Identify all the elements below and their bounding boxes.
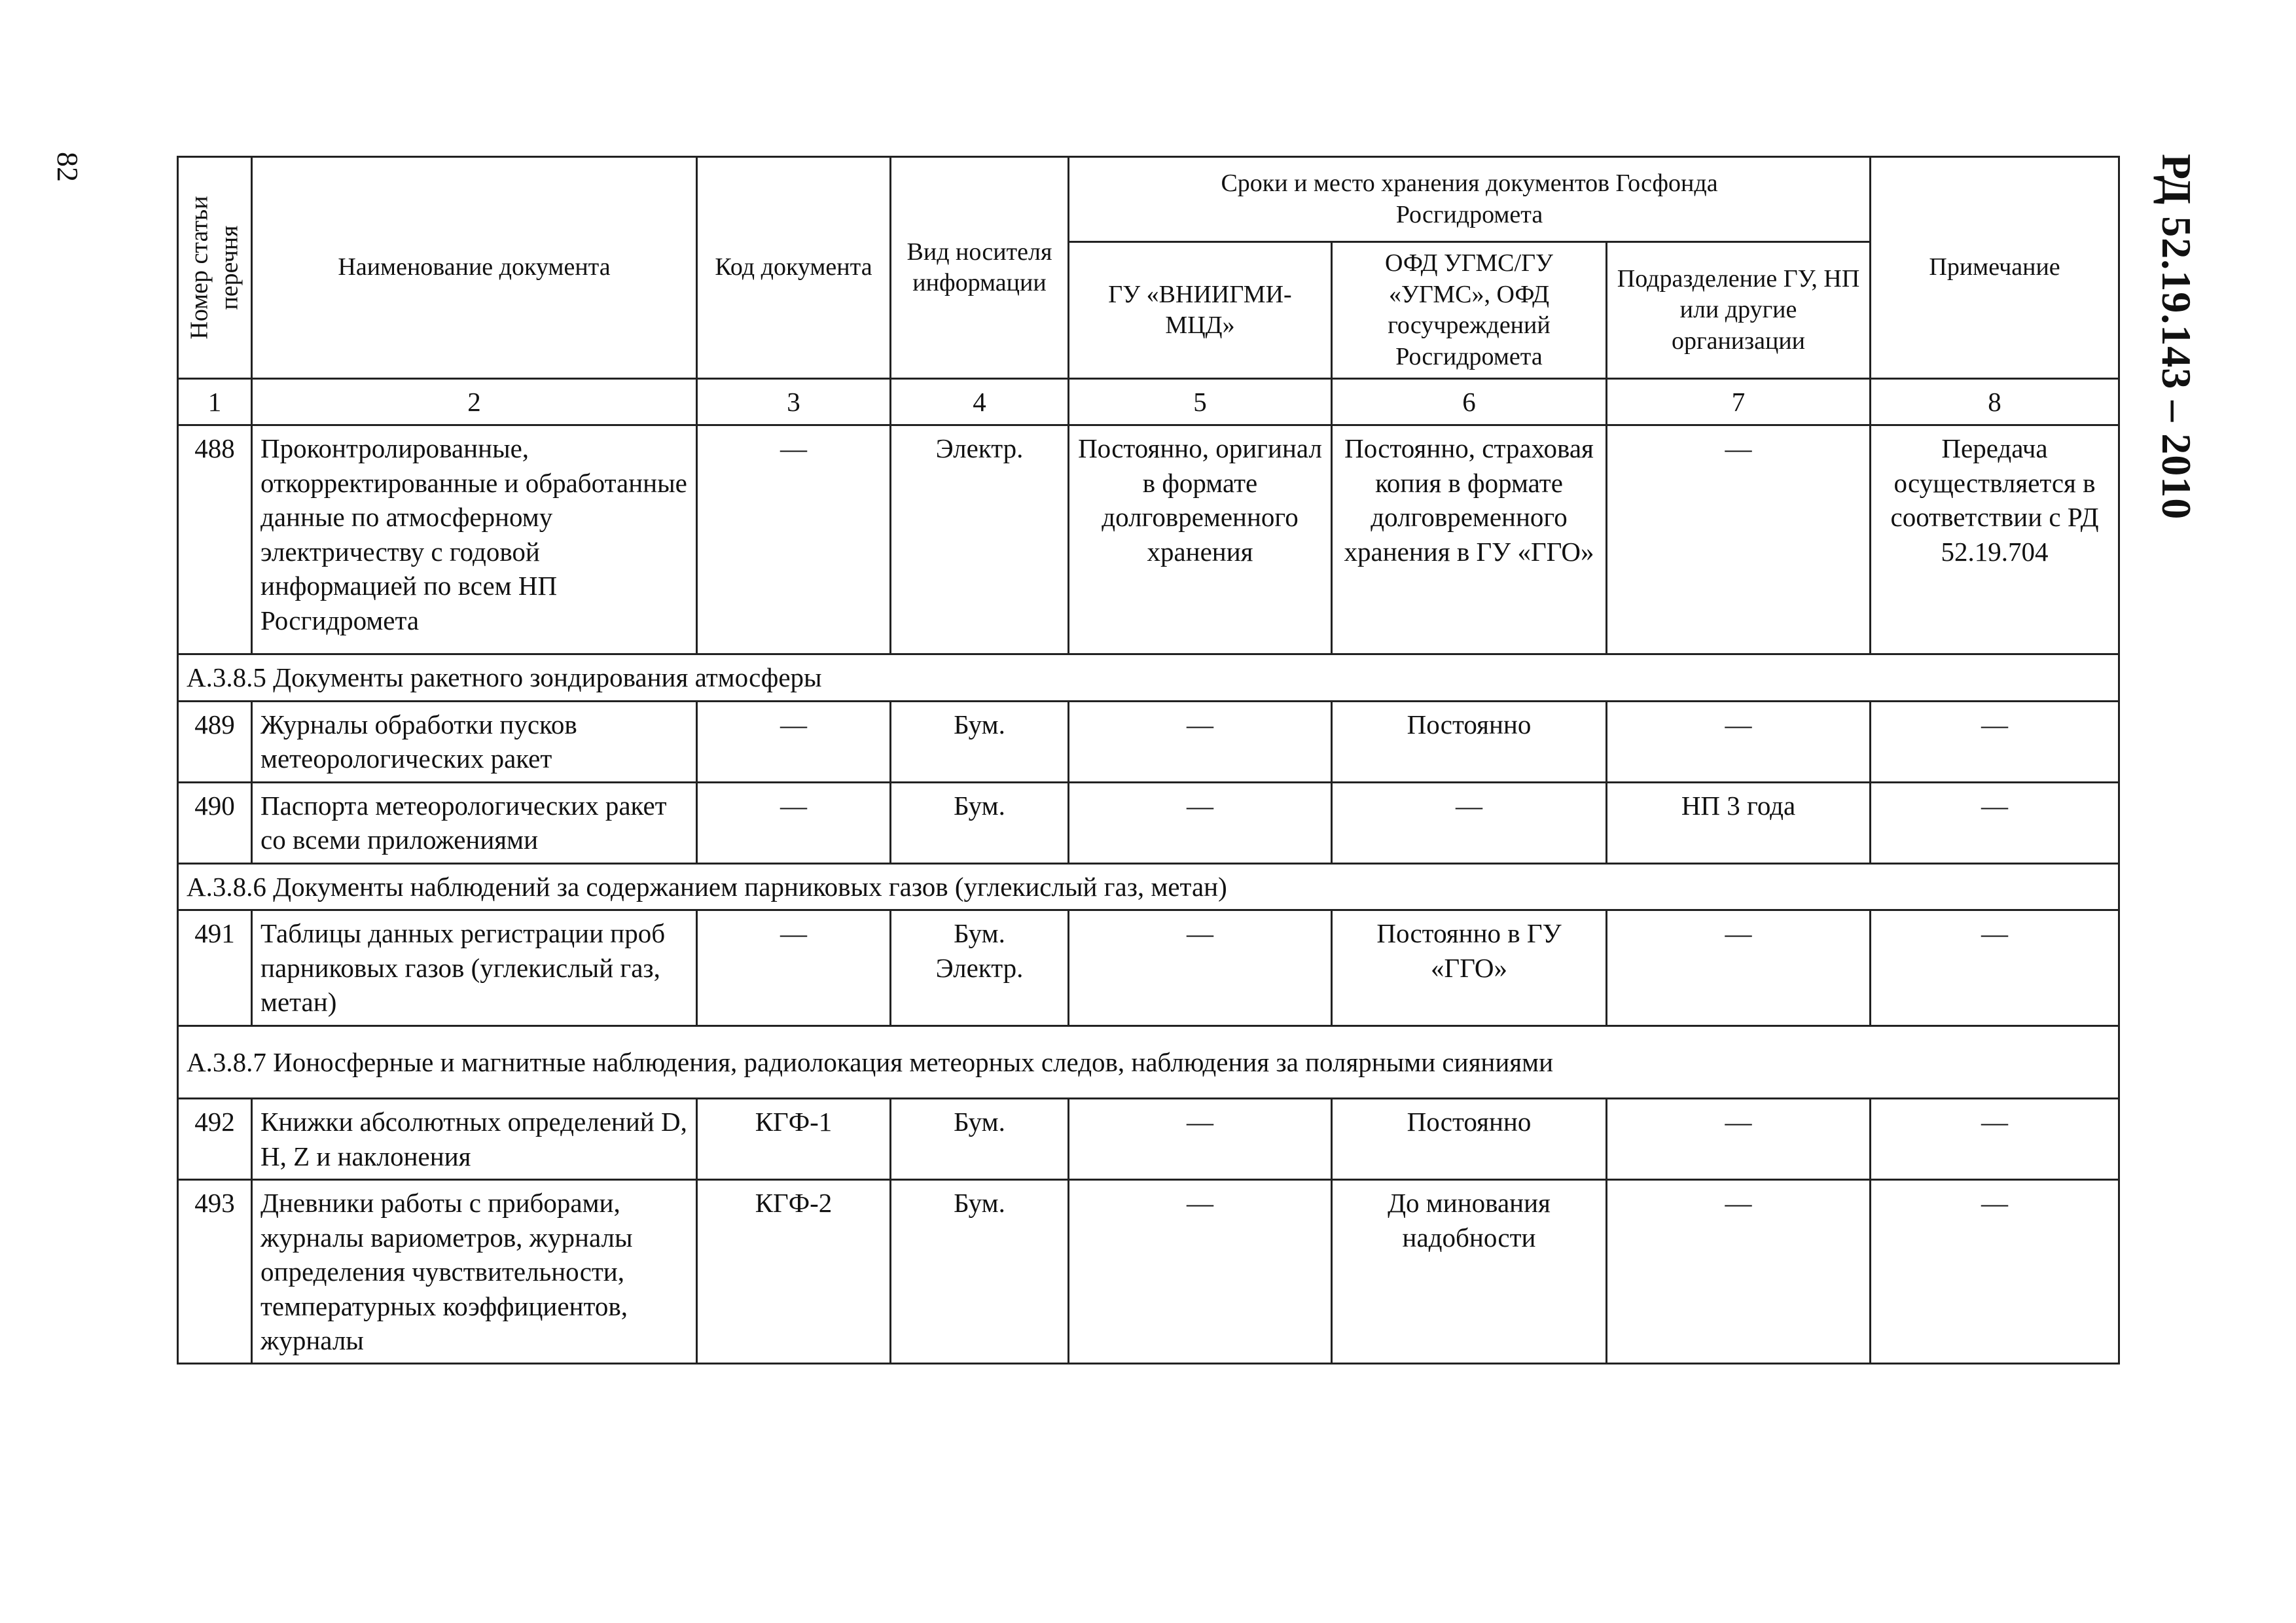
- retention-table: [177, 156, 2120, 1364]
- row-document-code: КГФ-1: [697, 1099, 891, 1180]
- header-ofd-ugms: ОФД УГМС/ГУ «УГМС», ОФД госучреждений Росгидромета: [1332, 242, 1607, 379]
- column-number: 3: [697, 379, 891, 425]
- row-vniigmi: —: [1069, 782, 1332, 863]
- row-vniigmi: —: [1069, 701, 1332, 782]
- header-document-code: Код документа: [697, 157, 891, 379]
- column-number: 6: [1332, 379, 1607, 425]
- section-heading: А.3.8.7 Ионосферные и магнитные наблюдения, радиолокация метеорных следов, наблюдения за полярными сияниями: [178, 1026, 2119, 1098]
- row-document-code: —: [697, 701, 891, 782]
- page-number: 82: [51, 152, 84, 182]
- row-number: 492: [178, 1099, 252, 1180]
- row-number: 491: [178, 910, 252, 1026]
- table-row: [178, 782, 2119, 863]
- row-subdivision: НП 3 года: [1607, 782, 1871, 863]
- row-document-name: Проконтролированные, откорректированные и обработанные данные по атмосферному электричеству с годовой информацией по всем НП Росгидромета: [252, 425, 697, 654]
- row-ofd-ugms: —: [1332, 782, 1607, 863]
- row-document-name: Таблицы данных регистрации проб парниковых газов (углекислый газ, метан): [252, 910, 697, 1026]
- section-row: [178, 1026, 2119, 1098]
- header-article-number-label: Номер статьи перечня: [185, 196, 243, 340]
- row-subdivision: —: [1607, 910, 1871, 1026]
- row-document-code: —: [697, 910, 891, 1026]
- row-note: —: [1871, 701, 2119, 782]
- header-storage-group: Сроки и место хранения документов Госфонда Росгидромета: [1069, 157, 1871, 242]
- row-document-name: Дневники работы с приборами, журналы вариометров, журналы определения чувствительности, температурных коэффициентов, журналы: [252, 1180, 697, 1364]
- row-subdivision: —: [1607, 1180, 1871, 1364]
- row-number: 489: [178, 701, 252, 782]
- column-number: 8: [1871, 379, 2119, 425]
- table-row: [178, 425, 2119, 654]
- row-document-code: КГФ-2: [697, 1180, 891, 1364]
- row-carrier-type: Бум. Электр.: [891, 910, 1069, 1026]
- section-heading: А.3.8.5 Документы ракетного зондирования атмосферы: [178, 654, 2119, 701]
- row-document-name: Журналы обработки пусков метеорологических ракет: [252, 701, 697, 782]
- row-carrier-type: Бум.: [891, 701, 1069, 782]
- row-note: Передача осуществляется в соответствии с РД 52.19.704: [1871, 425, 2119, 654]
- row-ofd-ugms: Постоянно в ГУ «ГГО»: [1332, 910, 1607, 1026]
- column-number: 7: [1607, 379, 1871, 425]
- row-note: —: [1871, 1099, 2119, 1180]
- row-carrier-type: Бум.: [891, 1180, 1069, 1364]
- row-document-code: —: [697, 425, 891, 654]
- row-ofd-ugms: Постоянно, страховая копия в формате долговременного хранения в ГУ «ГГО»: [1332, 425, 1607, 654]
- row-ofd-ugms: Постоянно: [1332, 1099, 1607, 1180]
- header-carrier-type: Вид носителя информации: [891, 157, 1069, 379]
- column-numbers-row: [178, 379, 2119, 425]
- row-document-name: Паспорта метеорологических ракет со всеми приложениями: [252, 782, 697, 863]
- header-subdivision: Подразделение ГУ, НП или другие организации: [1607, 242, 1871, 379]
- section-heading: А.3.8.6 Документы наблюдений за содержанием парниковых газов (углекислый газ, метан): [178, 863, 2119, 910]
- row-note: —: [1871, 910, 2119, 1026]
- table-row: [178, 701, 2119, 782]
- column-number: 4: [891, 379, 1069, 425]
- table-row: [178, 910, 2119, 1026]
- row-document-code: —: [697, 782, 891, 863]
- row-carrier-type: Бум.: [891, 1099, 1069, 1180]
- section-row: [178, 654, 2119, 701]
- row-number: 488: [178, 425, 252, 654]
- header-document-name: Наименование документа: [252, 157, 697, 379]
- column-number: 2: [252, 379, 697, 425]
- row-vniigmi: —: [1069, 1099, 1332, 1180]
- header-article-number: [178, 157, 252, 379]
- header-row: [178, 157, 2119, 242]
- row-number: 493: [178, 1180, 252, 1364]
- header-vniigmi: ГУ «ВНИИГМИ-МЦД»: [1069, 242, 1332, 379]
- row-carrier-type: Электр.: [891, 425, 1069, 654]
- row-carrier-type: Бум.: [891, 782, 1069, 863]
- row-vniigmi: —: [1069, 910, 1332, 1026]
- section-row: [178, 863, 2119, 910]
- row-note: —: [1871, 782, 2119, 863]
- table-row: [178, 1180, 2119, 1364]
- header-note: Примечание: [1871, 157, 2119, 379]
- row-subdivision: —: [1607, 701, 1871, 782]
- row-vniigmi: —: [1069, 1180, 1332, 1364]
- document-code: РД 52.19.143 – 2010: [2153, 154, 2200, 520]
- row-document-name: Книжки абсолютных определений D, H, Z и наклонения: [252, 1099, 697, 1180]
- row-ofd-ugms: До минования надобности: [1332, 1180, 1607, 1364]
- row-vniigmi: Постоянно, оригинал в формате долговременного хранения: [1069, 425, 1332, 654]
- column-number: 5: [1069, 379, 1332, 425]
- row-subdivision: —: [1607, 1099, 1871, 1180]
- row-ofd-ugms: Постоянно: [1332, 701, 1607, 782]
- row-subdivision: —: [1607, 425, 1871, 654]
- row-note: —: [1871, 1180, 2119, 1364]
- column-number: 1: [178, 379, 252, 425]
- table-row: [178, 1099, 2119, 1180]
- row-number: 490: [178, 782, 252, 863]
